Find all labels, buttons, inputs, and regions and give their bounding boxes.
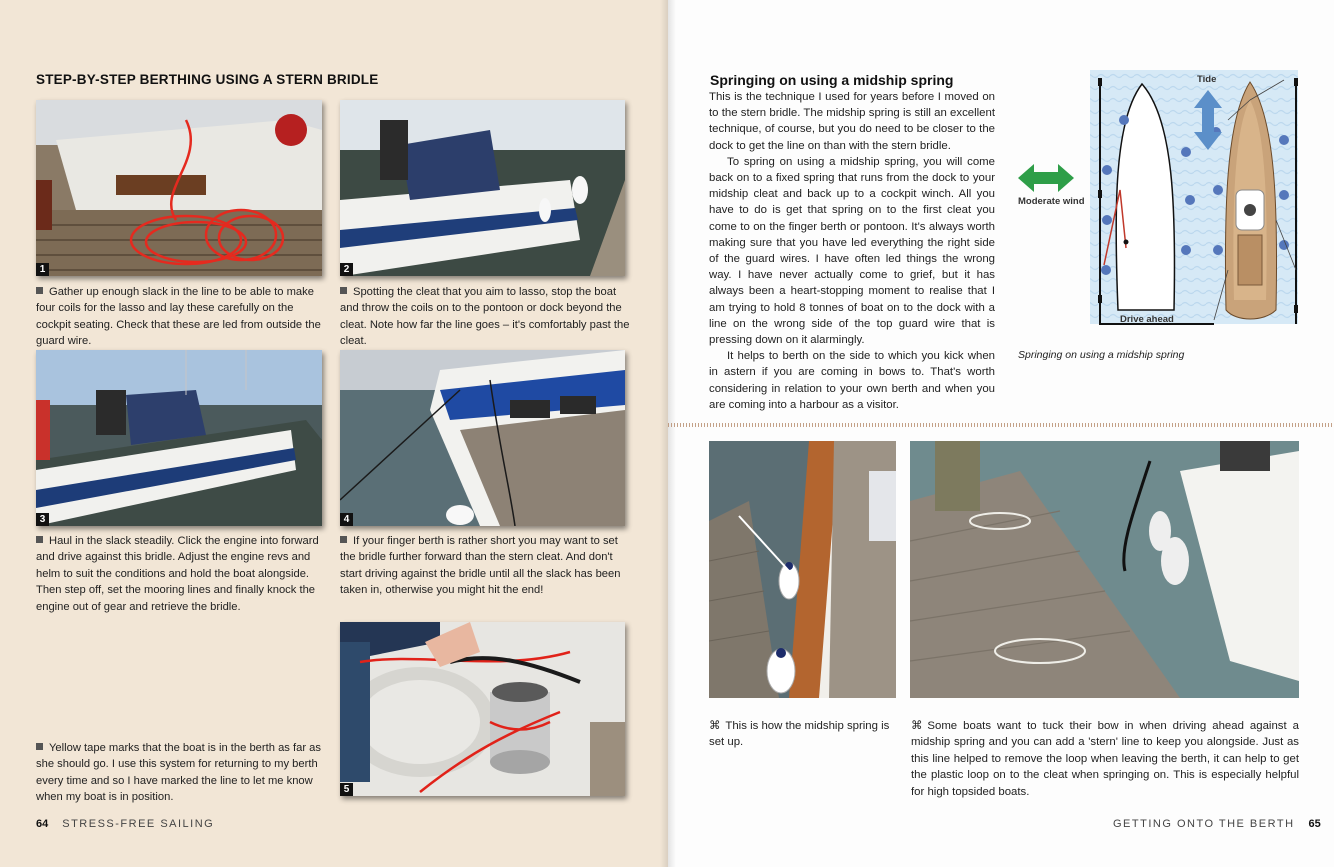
paragraph: To spring on using a midship spring, you will come back on to a fixed spring that runs from the dock to your midship cleat and back up to a cockpit winch. All you have to do is get that spring on to the first cleat you come to on the finger berth or pontoon. It's always worth making sure that you have led everything the right side of the guard wires. I have often led things the wrong way. I have never actually come to grief, but it has always been a heart-stopping moment to realise that I am trying to hold 8 tonnes of boat on to the dock with a line on the wrong side of the top guard wire that is pressing down on it alarmingly. bbox=[709, 155, 995, 347]
photo-caption-left: ⌘ This is how the midship spring is set up. bbox=[709, 720, 890, 749]
photo-number: 3 bbox=[36, 513, 49, 526]
paragraph: This is the technique I used for years before I moved on to the stern bridle. The midship spring is still an excellent technique, of course, but you do need to be closer to the dock to get the line on than with the stern bridle. bbox=[709, 91, 995, 152]
photo-2-caption: Spotting the cleat that you aim to lasso, stop the boat and throw the coils on to the pontoon or dock beyond the cleat. Note how far the line goes – it's comfortably past the cleat. bbox=[340, 286, 630, 348]
photo-5-winch-tape bbox=[340, 622, 625, 796]
wind-label: Moderate wind bbox=[1018, 196, 1085, 207]
tide-label: Tide bbox=[1197, 74, 1217, 85]
body-text bbox=[709, 89, 995, 413]
diagram-caption: Springing on using a midship spring bbox=[1018, 349, 1185, 361]
command-symbol-icon: ⌘ bbox=[709, 720, 721, 732]
photo-5-caption: Yellow tape marks that the boat is in the berth as far as she should go. I use this system for returning to my berth every time and so I have marked the line to let me know when my boat is in position. bbox=[36, 742, 321, 804]
page-number: 64 bbox=[36, 818, 49, 830]
photo-1-cockpit-coils bbox=[36, 100, 322, 276]
right-folio bbox=[1113, 818, 1321, 830]
book-title: STRESS-FREE SAILING bbox=[62, 818, 215, 830]
bullet-square-icon bbox=[36, 743, 43, 750]
page-gutter bbox=[660, 0, 676, 867]
chapter-title: GETTING ONTO THE BERTH bbox=[1113, 818, 1295, 830]
photo-caption-right: ⌘ Some boats want to tuck their bow in when driving ahead against a midship spring and you can add a 'stern' line to keep you alongside. Just as this line helped to remove the loop when leaving the berth, it can help to get the plastic loop on to the cleat when springing on. This is especially helpful for high topsided boats. bbox=[911, 720, 1299, 798]
drive-ahead-label: Drive ahead bbox=[1120, 314, 1174, 325]
left-page-heading: STEP-BY-STEP BERTHING USING A STERN BRIDLE bbox=[36, 72, 379, 87]
photo-4-caption: If your finger berth is rather short you may want to set the bridle further forward than the stern cleat. And don't start driving against the bridle until all the slack has been taken in, otherwise you might hit the end! bbox=[340, 535, 621, 597]
left-folio bbox=[36, 818, 214, 830]
section-divider bbox=[668, 423, 1334, 427]
bullet-square-icon bbox=[340, 536, 347, 543]
photo-number: 2 bbox=[340, 263, 353, 276]
photo-number: 4 bbox=[340, 513, 353, 526]
midship-spring-diagram bbox=[1014, 70, 1298, 342]
photo-stern-line-pontoon bbox=[910, 441, 1299, 698]
photo-number: 1 bbox=[36, 263, 49, 276]
photo-1-caption: Gather up enough slack in the line to be able to make four coils for the lasso and lay these carefully on the cockpit seating. Check that these are led from outside the guard wire. bbox=[36, 286, 321, 348]
photo-3-hauling-slack bbox=[36, 350, 322, 526]
section-subheading: Springing on using a midship spring bbox=[710, 72, 954, 88]
photo-4-forward-bridle bbox=[340, 350, 625, 526]
paragraph: It helps to berth on the side to which you kick when in astern if you are coming in bows to. That's worth considering in relation to your own berth and when you are coming into a harbour as a visitor. bbox=[709, 350, 995, 411]
photo-2-throwing-coils bbox=[340, 100, 625, 276]
command-symbol-icon: ⌘ bbox=[911, 720, 923, 732]
page-number: 65 bbox=[1308, 818, 1321, 830]
bullet-square-icon bbox=[36, 536, 43, 543]
photo-3-caption: Haul in the slack steadily. Click the engine into forward and drive against this bridle. Adjust the engine revs and helm to suit the conditions and hold the boat alongside. Then step off, set the mooring lines and finally knock the engine out of gear and retrieve the bridle. bbox=[36, 535, 319, 613]
bullet-square-icon bbox=[340, 287, 347, 294]
bullet-square-icon bbox=[36, 287, 43, 294]
photo-number: 5 bbox=[340, 783, 353, 796]
photo-midship-spring-setup bbox=[709, 441, 896, 698]
